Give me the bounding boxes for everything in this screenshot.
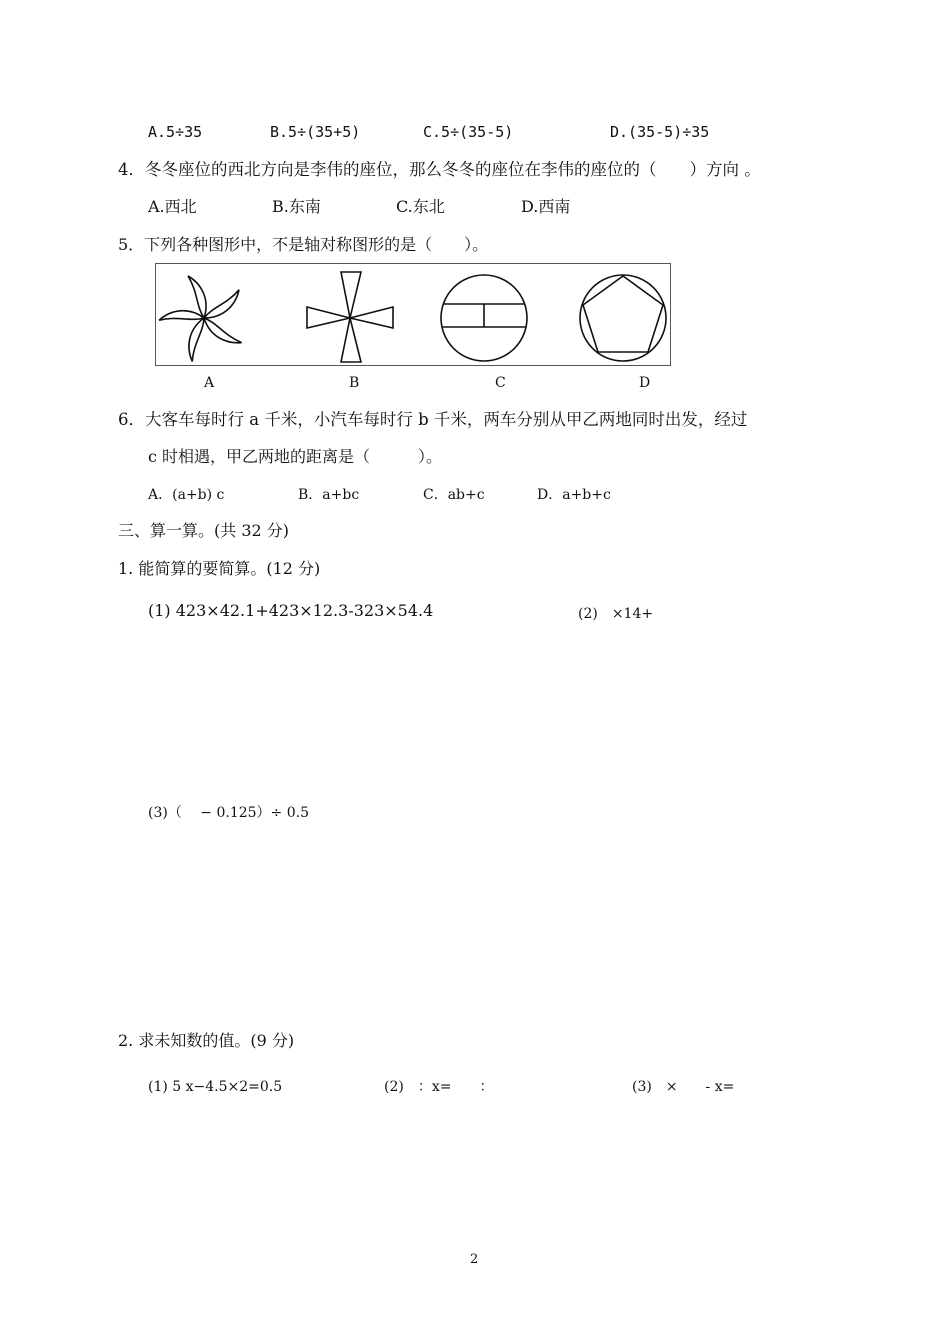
part2-title: 2. 求未知数的值。(9 分) [118, 1031, 295, 1050]
part1-problem3: (3)（ − 0.125）÷ 0.5 [148, 805, 309, 821]
figure-label-a: A [204, 375, 215, 391]
q4-option-b: B.东南 [272, 197, 321, 216]
page-number: 2 [470, 1252, 479, 1267]
q6-option-c: C．ab+c [423, 487, 485, 503]
q6-option-d: D．a+b+c [537, 487, 611, 503]
part2-problem2: (2) ：x= ： [384, 1079, 494, 1095]
q4-option-d: D.西南 [521, 197, 571, 216]
pentagon-figure [577, 270, 669, 366]
figure-label-b: B [349, 375, 360, 391]
part1-title: 1. 能简算的要简算。(12 分) [118, 559, 321, 578]
q3-option-d: D.(35-5)÷35 [610, 123, 710, 141]
q6-option-a: A．(a+b) c [148, 487, 225, 503]
q3-option-b: B.5÷(35+5) [270, 123, 361, 141]
part1-problem1: (1) 423×42.1+423×12.3-323×54.4 [148, 601, 434, 620]
q3-option-c: C.5÷(35-5) [423, 123, 514, 141]
pinwheel-figure [158, 270, 250, 366]
q4-option-a: A.西北 [148, 197, 197, 216]
figure-label-d: D [639, 375, 651, 391]
q6-stem-line1: 6．大客车每时行 a 千米，小汽车每时行 b 千米，两车分别从甲乙两地同时出发，经过 [118, 410, 748, 429]
q4-option-c: C.东北 [396, 197, 445, 216]
q3-option-a: A.5÷35 [148, 123, 203, 141]
circle-figure [438, 270, 530, 366]
part2-problem3: (3) × - x= [632, 1079, 735, 1095]
part1-problem2: (2) ×14+ [578, 606, 654, 622]
q5-stem: 5．下列各种图形中，不是轴对称图形的是（ ）。 [118, 235, 489, 254]
part2-problem1: (1) 5 x−4.5×2=0.5 [148, 1079, 283, 1095]
figure-label-c: C [495, 375, 506, 391]
q6-stem-line2: c 时相遇，甲乙两地的距离是（ ）。 [148, 447, 443, 466]
q4-stem: 4．冬冬座位的西北方向是李伟的座位，那么冬冬的座位在李伟的座位的（ ）方向 。 [118, 160, 761, 179]
triangles-figure [305, 270, 397, 366]
section3-title: 三、算一算。(共 32 分) [118, 521, 290, 540]
q6-option-b: B．a+bc [298, 487, 360, 503]
